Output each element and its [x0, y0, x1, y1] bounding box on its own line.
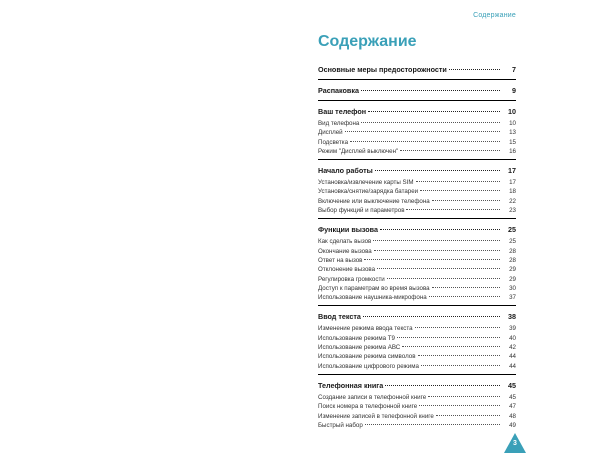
- toc-entry-page: 30: [509, 284, 516, 292]
- dot-leader: [429, 296, 500, 297]
- toc-entry[interactable]: [318, 275, 516, 284]
- toc-entry-title: Изменение записей в телефонной книге: [318, 412, 434, 420]
- toc-entry-page: 47: [509, 403, 516, 411]
- dot-leader: [418, 355, 501, 356]
- dot-leader: [415, 327, 500, 328]
- toc-entry-page: 49: [509, 421, 516, 429]
- toc-entry-title: Включение или выключение телефона: [318, 197, 430, 205]
- toc-entry[interactable]: [318, 352, 516, 361]
- toc-chapter-entry[interactable]: [318, 63, 516, 76]
- toc-section: [318, 79, 516, 97]
- page-title: Содержание: [318, 33, 417, 50]
- toc-entry-page: 37: [509, 294, 516, 302]
- toc-entry-page: 15: [509, 138, 516, 146]
- toc-entry[interactable]: [318, 178, 516, 187]
- toc-entry[interactable]: [318, 147, 516, 156]
- toc-section: [318, 218, 516, 302]
- toc-entry[interactable]: [318, 362, 516, 371]
- toc-chapter-title: Начало работы: [318, 166, 373, 176]
- toc-entry-page: 45: [509, 393, 516, 401]
- toc-entry-page: 48: [509, 412, 516, 420]
- toc-entry-page: 44: [509, 362, 516, 370]
- toc-section: [318, 305, 516, 370]
- toc-chapter-entry[interactable]: [318, 84, 516, 97]
- toc-entry[interactable]: [318, 206, 516, 215]
- toc-entry-title: Дисплей: [318, 129, 343, 137]
- dot-leader: [406, 209, 500, 210]
- toc-entry-title: Ответ на вызов: [318, 256, 363, 264]
- toc-chapter-title: Ввод текста: [318, 312, 361, 322]
- toc-entry-title: Изменение режима ввода текста: [318, 325, 413, 333]
- toc-entry-page: 42: [509, 344, 516, 352]
- dot-leader: [368, 111, 500, 112]
- dot-leader: [432, 200, 500, 201]
- toc-entry[interactable]: [318, 256, 516, 265]
- page-number: 3: [513, 440, 517, 447]
- dot-leader: [436, 415, 500, 416]
- dot-leader: [373, 240, 500, 241]
- toc-entry[interactable]: [318, 197, 516, 206]
- toc-chapter-title: Распаковка: [318, 86, 359, 95]
- dot-leader: [387, 278, 500, 279]
- toc-entry-title: Как сделать вызов: [318, 238, 372, 246]
- page-number-badge: [504, 433, 526, 453]
- dot-leader: [402, 346, 500, 347]
- dot-leader: [350, 141, 500, 142]
- dot-leader: [361, 90, 500, 91]
- toc-entry-title: Использование цифрового режима: [318, 362, 419, 370]
- toc-entry[interactable]: [318, 265, 516, 274]
- toc-entry-page: 28: [509, 247, 516, 255]
- toc-entry[interactable]: [318, 412, 516, 421]
- dot-leader: [432, 287, 500, 288]
- toc-entry[interactable]: [318, 293, 516, 302]
- toc-chapter-page: 7: [512, 65, 516, 74]
- toc-entry-page: 22: [509, 197, 516, 205]
- toc-chapter-entry[interactable]: [318, 105, 516, 118]
- toc-entry[interactable]: [318, 247, 516, 256]
- toc-entry[interactable]: [318, 138, 516, 147]
- dot-leader: [361, 122, 500, 123]
- toc-entry[interactable]: [318, 402, 516, 411]
- toc-entry-title: Использование режима Т9: [318, 334, 395, 342]
- toc-entry-page: 44: [509, 353, 516, 361]
- toc-chapter-title: Телефонная книга: [318, 380, 384, 390]
- dot-leader: [449, 69, 500, 70]
- toc-entry-title: Использование наушника-микрофона: [318, 294, 427, 302]
- toc-entry-title: Быстрый набор: [318, 421, 363, 429]
- toc-section: [318, 60, 516, 76]
- toc-entry-page: 18: [509, 188, 516, 196]
- toc-section: [318, 374, 516, 430]
- toc-chapter-page: 45: [508, 380, 516, 390]
- toc-entry-title: Доступ к параметрам во время вызова: [318, 284, 430, 292]
- toc-entry-page: 40: [509, 334, 516, 342]
- toc-entry-page: 29: [509, 266, 516, 274]
- toc-chapter-title: Ваш телефон: [318, 107, 367, 116]
- dot-leader: [380, 229, 500, 230]
- toc-entry[interactable]: [318, 324, 516, 333]
- toc-chapter-entry[interactable]: [318, 379, 516, 392]
- dot-leader: [374, 250, 500, 251]
- toc-entry-title: Окончание вызова: [318, 247, 372, 255]
- toc-chapter-page: 10: [508, 107, 516, 116]
- toc-entry-page: 29: [509, 275, 516, 283]
- toc-entry[interactable]: [318, 284, 516, 293]
- toc-entry-title: Использование режима символов: [318, 353, 416, 361]
- toc-entry[interactable]: [318, 393, 516, 402]
- table-of-contents: [318, 60, 516, 430]
- toc-entry-page: 10: [509, 120, 516, 127]
- dot-leader: [364, 259, 500, 260]
- toc-entry[interactable]: [318, 128, 516, 137]
- toc-entry-title: Установка/снятие/зарядка батареи: [318, 188, 419, 196]
- dot-leader: [363, 316, 500, 317]
- toc-entry[interactable]: [318, 237, 516, 246]
- toc-entry-title: Поиск номера в телефонной книге: [318, 403, 418, 411]
- toc-entry-title: Регулировка громкости: [318, 275, 385, 283]
- toc-entry[interactable]: [318, 343, 516, 352]
- toc-entry[interactable]: [318, 187, 516, 196]
- toc-entry[interactable]: [318, 334, 516, 343]
- toc-chapter-page: 17: [508, 166, 516, 176]
- dot-leader: [400, 150, 500, 151]
- dot-leader: [421, 365, 500, 366]
- toc-section: [318, 100, 516, 156]
- toc-chapter-page: 9: [512, 86, 516, 95]
- dot-leader: [385, 385, 500, 386]
- toc-chapter-page: 38: [508, 312, 516, 322]
- toc-entry-title: Использование режима АВС: [318, 344, 401, 352]
- toc-entry-page: 25: [509, 238, 516, 246]
- toc-entry-page: 16: [509, 147, 516, 155]
- toc-entry[interactable]: [318, 421, 516, 430]
- toc-entry-title: Выбор функций и параметров: [318, 207, 405, 215]
- toc-chapter-entry[interactable]: [318, 164, 516, 177]
- toc-entry[interactable]: [318, 119, 516, 128]
- dot-leader: [377, 268, 500, 269]
- dot-leader: [416, 181, 500, 182]
- toc-entry-page: 17: [509, 179, 516, 187]
- running-head: Содержание: [473, 12, 516, 19]
- toc-chapter-entry[interactable]: [318, 310, 516, 323]
- toc-entry-page: 13: [509, 129, 516, 137]
- toc-entry-page: 39: [509, 325, 516, 333]
- toc-entry-title: Установка/извлечение карты SIM: [318, 179, 414, 187]
- toc-entry-title: Режим "Дисплей выключен": [318, 147, 399, 155]
- toc-entry-title: Подсветка: [318, 138, 349, 146]
- toc-chapter-title: Функции вызова: [318, 225, 378, 235]
- toc-entry-title: Вид телефона: [318, 120, 360, 127]
- toc-entry-title: Отклонение вызова: [318, 266, 376, 274]
- dot-leader: [345, 131, 500, 132]
- dot-leader: [365, 424, 500, 425]
- dot-leader: [419, 405, 500, 406]
- toc-chapter-entry[interactable]: [318, 223, 516, 236]
- toc-chapter-title: Основные меры предосторожности: [318, 65, 447, 74]
- dot-leader: [428, 396, 500, 397]
- dot-leader: [375, 170, 500, 171]
- dot-leader: [397, 337, 500, 338]
- toc-section: [318, 159, 516, 215]
- toc-entry-page: 23: [509, 207, 516, 215]
- toc-entry-title: Создание записи в телефонной книге: [318, 393, 427, 401]
- dot-leader: [420, 190, 500, 191]
- toc-chapter-page: 25: [508, 225, 516, 235]
- toc-entry-page: 28: [509, 256, 516, 264]
